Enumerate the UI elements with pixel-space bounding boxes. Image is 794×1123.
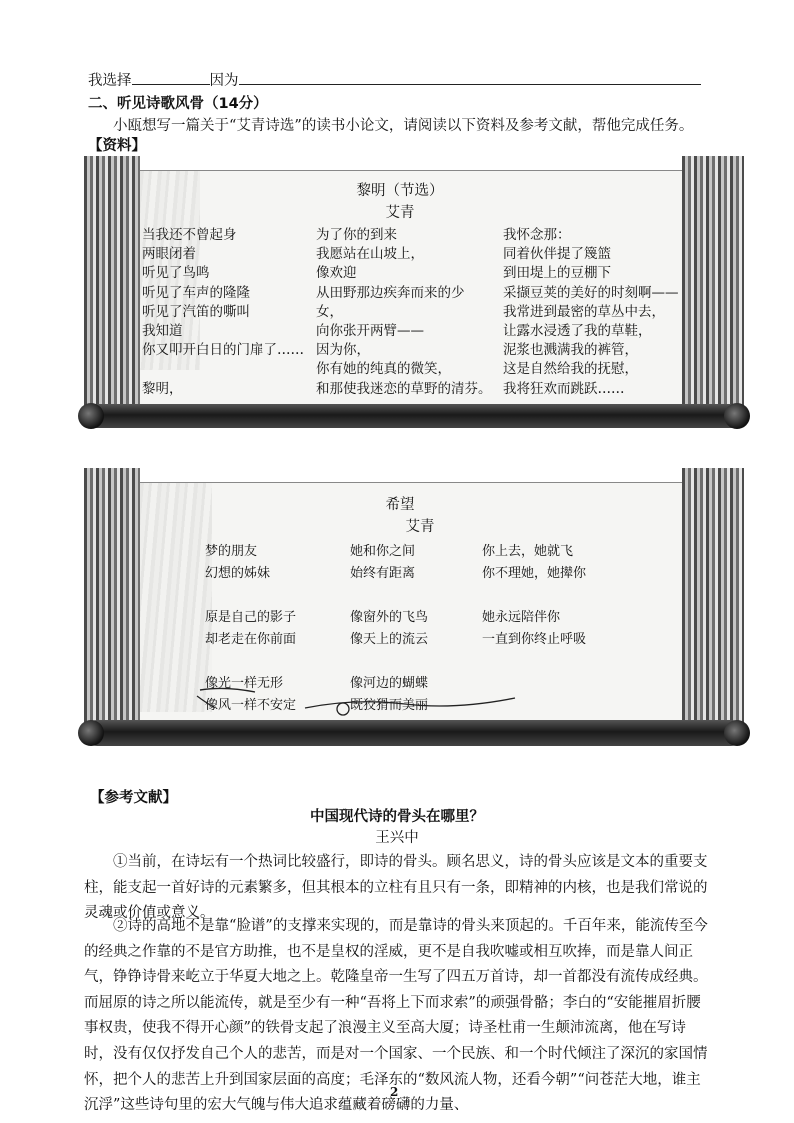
poem-line: 为了你的到来 — [316, 227, 397, 243]
poem-line: 一直到你终止呼吸 — [482, 632, 587, 647]
poem-line: 两眼闭着 — [142, 246, 196, 263]
poem-line: 却老走在你前面 — [205, 632, 297, 647]
poem2-title: 希望 — [385, 497, 415, 513]
scroll-rod — [84, 720, 744, 746]
poem1-author: 艾青 — [385, 205, 415, 221]
poem1-column-3 — [503, 226, 679, 399]
poem-line — [205, 585, 296, 607]
reference-author: 王兴中 — [375, 830, 419, 846]
scroll-ornament-left — [84, 156, 140, 416]
poem-line: 到田堤上的豆棚下 — [503, 265, 611, 282]
poem-line: 让露水浸透了我的草鞋， — [503, 322, 652, 339]
poem1-column-1 — [142, 226, 304, 399]
poem-line: 我常进到最密的草丛中去， — [503, 303, 665, 320]
poem-line: 像天上的流云 — [350, 632, 429, 647]
poem-line: 你上去，她就飞 — [482, 544, 574, 559]
poem-line: 梦的朋友 — [205, 544, 258, 559]
reason-blank[interactable] — [239, 70, 701, 85]
poem-line: 我知道 — [142, 322, 183, 339]
poem2-author: 艾青 — [405, 519, 435, 535]
rod-end-left — [78, 720, 104, 746]
reference-label: 【参考文献】 — [90, 790, 177, 806]
poem-line: 听见了车声的隆隆 — [142, 284, 250, 301]
poem-line: 我怀念那： — [503, 227, 571, 243]
section-heading: 二、听见诗歌风骨（14分） — [88, 96, 268, 112]
poem-line: 同着伙伴提了篾篮 — [503, 246, 611, 263]
handwritten-annotation-marks — [195, 668, 525, 718]
poem-line — [482, 585, 586, 607]
poem-line: 她和你之间 — [350, 544, 416, 559]
poem-line: 你又叩开白日的门扉了…… — [142, 342, 304, 359]
poem-line: 从田野那边疾奔而来的少 — [316, 284, 465, 301]
poem-line: 我将狂欢而跳跃…… — [503, 380, 625, 397]
poem2-column-3 — [482, 541, 586, 651]
poem-line: 因为你， — [316, 342, 370, 359]
poem-line: 像欢迎 — [316, 265, 357, 282]
paragraph-text: ①当前，在诗坛有一个热词比较盛行，即诗的骨头。顾名思义，诗的骨头应该是文本的重要支柱，能支起一首好诗的元素繁多，但其根本的立柱有且只有一条，即精神的内核，也是我们常说的灵魂或价值或意义。 — [84, 854, 708, 922]
answer-line — [88, 70, 701, 90]
poem-line: 向你张开两臂—— — [316, 322, 424, 339]
poem-line — [142, 360, 304, 379]
because-label: 因为 — [209, 73, 239, 89]
poem-line: 你不理她，她撵你 — [482, 566, 587, 581]
poem-line: 像光一样无形 — [205, 676, 284, 691]
poem-line: 这是自然给我的抚慰， — [503, 361, 638, 378]
poem-line: 像风一样不安定 — [205, 698, 297, 713]
poem-line: 和那使我迷恋的草野的清芬。 — [316, 380, 492, 397]
poem-line: 幻想的姊妹 — [205, 566, 271, 581]
scroll-ornament-right — [682, 468, 744, 730]
rod-end-right — [724, 403, 750, 429]
poem-line: 女， — [316, 303, 343, 320]
reference-title: 中国现代诗的骨头在哪里？ — [310, 809, 484, 825]
section-intro: 小瓯想写一篇关于“艾青诗选”的读书小论文，请阅读以下资料及参考文献，帮他完成任务。 — [113, 118, 694, 134]
poem1-column-2 — [316, 226, 492, 399]
poem-line: 黎明， — [142, 380, 183, 397]
poem1-title: 黎明（节选） — [356, 183, 444, 199]
rod-end-left — [78, 403, 104, 429]
scroll-rod — [84, 404, 744, 428]
poem-line — [350, 585, 428, 607]
poem-line: 我愿站在山坡上， — [316, 246, 424, 263]
poem-line: 你有她的纯真的微笑， — [316, 361, 451, 378]
poem-line: 听见了汽笛的嘶叫 — [142, 303, 250, 320]
poem-line: 既狡猾而美丽 — [350, 698, 429, 713]
scroll-ornament-left — [84, 468, 140, 730]
paragraph-text: ②诗的高地不是靠“脸谱”的支撑来实现的，而是靠诗的骨头来顶起的。千百年来，能流传至今的经典之作靠的不是官方助推，也不是皇权的淫威，更不是自我吹嘘或相互吹捧，而是靠人间正气，铮铮诗骨来屹立于华夏大地之上。乾隆皇帝一生写了四五万首诗，却一首都没有流传成经典。而屈原的诗之所以能流传，就是至少有一种“吾将上下而求索”的顽强骨骼；李白的“安能摧眉折腰事权贵，使我不得开心颜”的铁骨支起了浪漫主义至高大厦；诗圣杜甫一生颠沛流离，他在写诗时，没有仅仅抒发自己个人的悲苦，而是对一个国家、一个民族、和一个时代倾注了深沉的家国情怀，把个人的悲苦上升到国家层面的高度；毛泽东的“数风流人物，还看今朝”“问苍茫大地，谁主沉浮”这些诗句里的宏大气魄与伟大追求蕴藏着磅礴的力量、 — [84, 918, 708, 1114]
poem-line: 泥浆也溅满我的裤管， — [503, 342, 638, 359]
poem-line: 像河边的蝴蝶 — [350, 676, 429, 691]
poem-line: 像窗外的飞鸟 — [350, 610, 429, 625]
poem-line: 她永远陪伴你 — [482, 610, 561, 625]
poem-line: 始终有距离 — [350, 566, 416, 581]
poem-line: 原是自己的影子 — [205, 610, 297, 625]
page-number: 2 — [390, 1085, 399, 1099]
poem-line: 听见了鸟鸣 — [142, 265, 210, 282]
scroll-ornament-right — [682, 156, 744, 416]
poem-line: 采撷豆荚的美好的时刻啊—— — [503, 284, 679, 301]
rod-end-right — [724, 720, 750, 746]
choice-blank[interactable] — [132, 70, 210, 85]
poem-line: 当我还不曾起身 — [142, 227, 237, 243]
choose-label: 我选择 — [88, 73, 132, 89]
material-label: 【资料】 — [88, 138, 146, 154]
